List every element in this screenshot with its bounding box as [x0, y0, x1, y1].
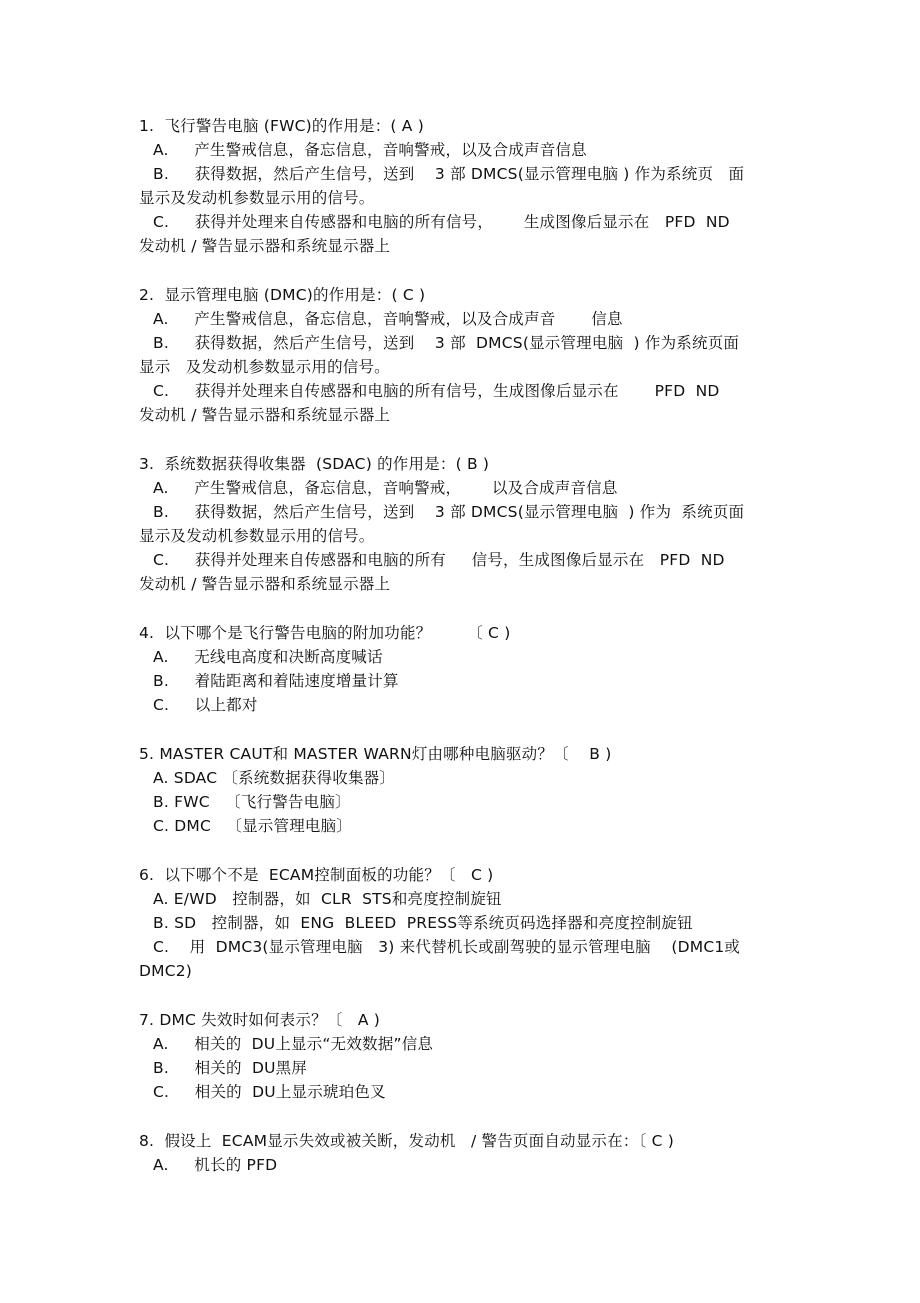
question-7-option-b: B. 相关的 DU黑屏	[153, 1059, 308, 1077]
question-1-option-c-cont: 发动机 / 警告显示器和系统显示器上	[139, 237, 391, 255]
question-1-option-a: A. 产生警戒信息，备忘信息，音响警戒，以及合成声音信息	[153, 141, 587, 159]
question-6-option-a: A. E/WD 控制器，如 CLR STS和亮度控制旋钮	[153, 890, 502, 908]
question-2-option-b-cont: 显示 及发动机参数显示用的信号。	[139, 358, 390, 376]
question-2-option-b: B. 获得数据，然后产生信号，送到 3 部 DMCS(显示管理电脑 ) 作为系统页面	[153, 334, 740, 352]
question-3-option-c-cont: 发动机 / 警告显示器和系统显示器上	[139, 575, 391, 593]
question-1-option-b-cont: 显示及发动机参数显示用的信号。	[139, 189, 375, 207]
question-2-option-c-cont: 发动机 / 警告显示器和系统显示器上	[139, 406, 391, 424]
question-2-stem: 2. 显示管理电脑 (DMC)的作用是：( C )	[139, 286, 426, 304]
question-8-stem: 8. 假设上 ECAM显示失效或被关断，发动机 / 警告页面自动显示在：〔 C )	[139, 1132, 674, 1150]
question-2-option-a: A. 产生警戒信息，备忘信息，音响警戒，以及合成声音 信息	[153, 310, 623, 328]
question-6-option-c: C. 用 DMC3(显示管理电脑 3) 来代替机长或副驾驶的显示管理电脑 (DMC1或	[153, 938, 741, 956]
question-6-stem: 6. 以下哪个不是 ECAM控制面板的功能？〔 C )	[139, 866, 494, 884]
question-3-stem: 3. 系统数据获得收集器 (SDAC) 的作用是：( B )	[139, 455, 490, 473]
question-3-option-b-cont: 显示及发动机参数显示用的信号。	[139, 527, 375, 545]
question-4-stem: 4. 以下哪个是飞行警告电脑的附加功能？ 〔 C )	[139, 624, 511, 642]
question-4-option-c: C. 以上都对	[153, 696, 258, 714]
question-5-option-c: C. DMC 〔显示管理电脑〕	[153, 817, 352, 835]
question-2-option-c: C. 获得并处理来自传感器和电脑的所有信号，生成图像后显示在 PFD ND	[153, 382, 720, 400]
question-6-option-c-cont: DMC2)	[139, 962, 193, 980]
question-3-option-a: A. 产生警戒信息，备忘信息，音响警戒， 以及合成声音信息	[153, 479, 618, 497]
question-7-option-a: A. 相关的 DU上显示“无效数据”信息	[153, 1035, 434, 1053]
question-3-option-c: C. 获得并处理来自传感器和电脑的所有 信号，生成图像后显示在 PFD ND	[153, 551, 725, 569]
question-5-option-a: A. SDAC 〔系统数据获得收集器〕	[153, 769, 396, 787]
question-1-option-c: C. 获得并处理来自传感器和电脑的所有信号， 生成图像后显示在 PFD ND	[153, 213, 730, 231]
question-6-option-b: B. SD 控制器，如 ENG BLEED PRESS等系统页码选择器和亮度控制旋钮	[153, 914, 693, 932]
question-8-option-a: A. 机长的 PFD	[153, 1156, 278, 1174]
question-4-option-a: A. 无线电高度和决断高度喊话	[153, 648, 383, 666]
question-1-stem: 1. 飞行警告电脑 (FWC)的作用是：( A )	[139, 117, 424, 135]
question-7-stem: 7. DMC 失效时如何表示？〔 A )	[139, 1011, 381, 1029]
question-5-stem: 5. MASTER CAUT和 MASTER WARN灯由哪种电脑驱动？〔 B )	[139, 745, 612, 763]
question-5-option-b: B. FWC 〔飞行警告电脑〕	[153, 793, 351, 811]
question-1-option-b: B. 获得数据，然后产生信号，送到 3 部 DMCS(显示管理电脑 ) 作为系统页 面	[153, 165, 745, 183]
question-4-option-b: B. 着陆距离和着陆速度增量计算	[153, 672, 399, 690]
question-3-option-b: B. 获得数据，然后产生信号，送到 3 部 DMCS(显示管理电脑 ) 作为 系统页面	[153, 503, 745, 521]
question-7-option-c: C. 相关的 DU上显示琥珀色叉	[153, 1083, 386, 1101]
